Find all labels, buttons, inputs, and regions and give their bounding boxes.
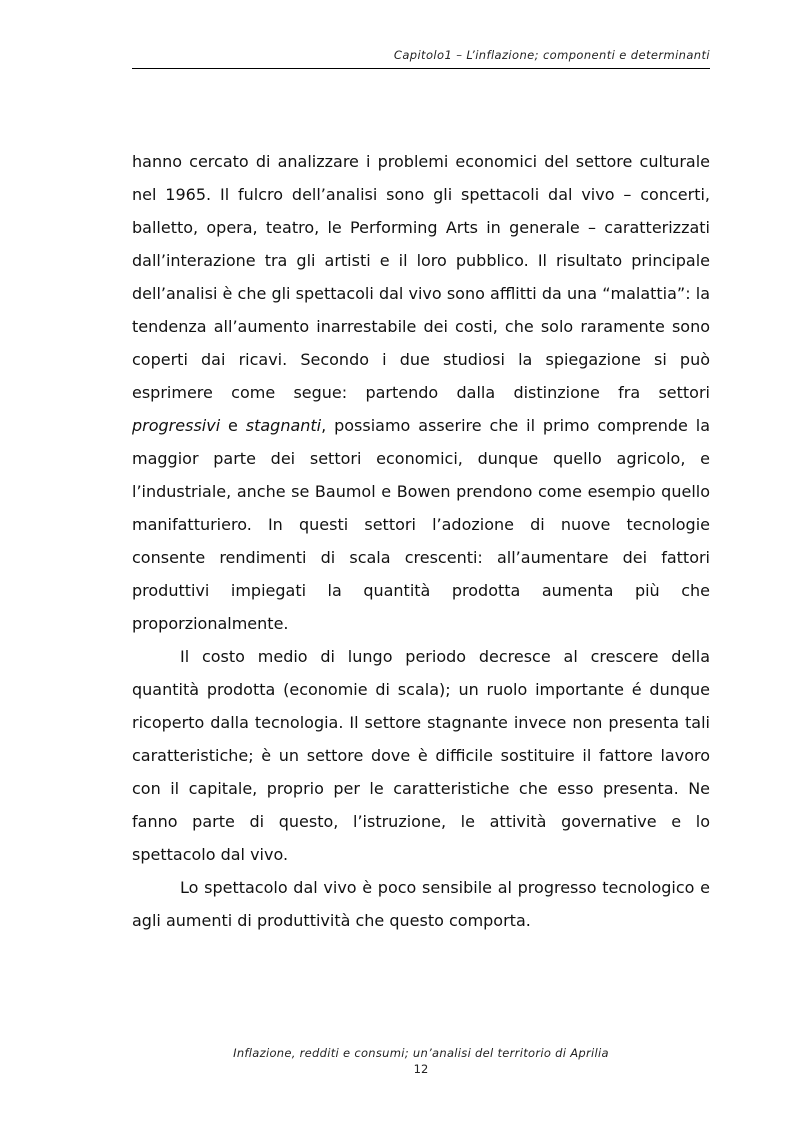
paragraph-3: Lo spettacolo dal vivo è poco sensibile al progresso tecnologico e agli aumenti di produttività che questo comporta. (132, 878, 710, 930)
main-text (132, 145, 710, 937)
paragraph-2: Il costo medio di lungo periodo decresce al crescere della quantità prodotta (economie di scala); un ruolo importante é dunque ricoperto dalla tecnologia. Il settore stagnante invece non presenta tali caratteristiche; è un settore dove è difficile sostituire il fattore lavoro con il capitale, proprio per le caratteristiche che esso presenta. Ne fanno parte di questo, l’istruzione, le attività governative e lo spettacolo dal vivo. (132, 647, 710, 864)
term-stagnanti: stagnanti (245, 416, 322, 435)
paragraph-1-text-c: , possiamo asserire che il primo comprende la maggior parte dei settori economici, dunque quello agricolo, e l’industriale, anche se Baumol e Bowen prendono come esempio quello manifatturiero. In questi settori l’adozione di nuove tecnologie consente rendimenti di scala crescenti: all’aumentare dei fattori produttivi impiegati la quantità prodotta aumenta più che proporzionalmente. (132, 416, 711, 633)
footer-title: Inflazione, redditi e consumi; un’analisi del territorio di Aprilia (233, 1046, 609, 1060)
page-number: 12 (413, 1062, 429, 1076)
term-progressivi: progressivi (132, 416, 221, 435)
paragraph-1-text-b: e (220, 416, 246, 435)
page-footer (132, 1045, 710, 1077)
paragraph-1 (132, 145, 710, 640)
paragraph-1-text-a: hanno cercato di analizzare i problemi economici del settore culturale nel 1965. Il fulcro dell’analisi sono gli spettacoli dal vivo – concerti, balletto, opera, teatro, le Performing Arts in generale – caratterizzati dall’interazione tra gli artisti e il loro pubblico. Il risultato principale dell’analisi è che gli spettacoli dal vivo sono afflitti da una “malattia”: la tendenza all’aumento inarrestabile dei costi, che solo raramente sono coperti dai ricavi. Secondo i due studiosi la spiegazione si può esprimere come segue: partendo dalla distinzione fra settori (132, 152, 710, 402)
page-header (132, 46, 710, 69)
running-title: Capitolo1 – L’inflazione; componenti e determinanti (393, 48, 710, 62)
